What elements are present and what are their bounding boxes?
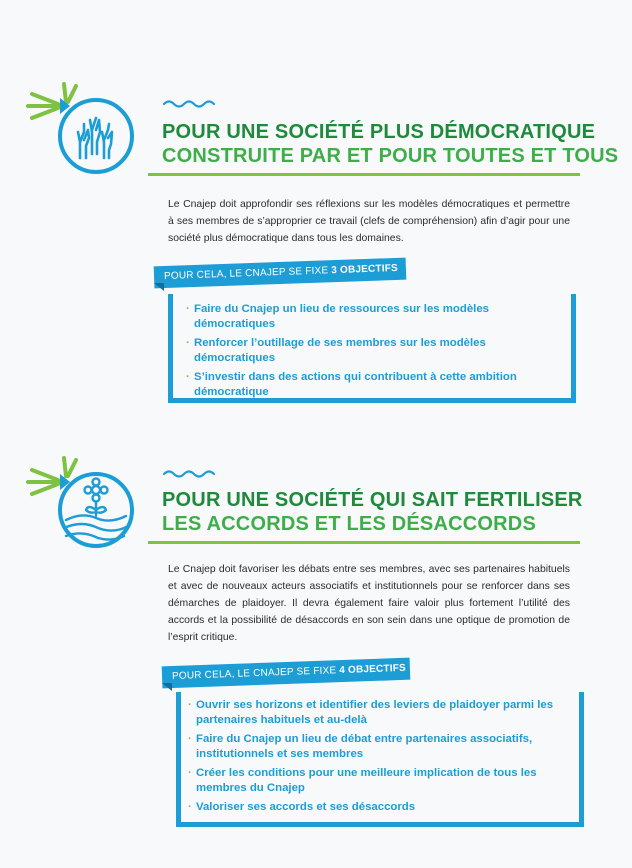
section-fertile-agreements — [0, 434, 632, 868]
list-item: · Faire du Cnajep un lieu de débat entre partenaires associatifs, institutionnels et ses membres — [188, 733, 533, 760]
section-title — [162, 488, 583, 536]
section-intro: Le Cnajep doit favoriser les débats entre ses membres, avec ses partenaires habituels et avec de nouveaux acteurs associatifs et institutionnels pour se renforcer dans ses démarches de plaidoyer. Il devra également faire valoir plus fortement l’utilité des accords et la possibilité de désaccords en son sein dans une optique de promotion de l’esprit critique. — [168, 564, 570, 643]
list-item: · Ouvrir ses horizons et identifier des leviers de plaidoyer parmi les partenaires habituels et au-delà — [188, 699, 554, 726]
section-title — [162, 120, 618, 168]
ribbon-prefix: POUR CELA, LE CNAJEP SE FIXE — [171, 665, 340, 682]
bullet-icon: · — [188, 801, 192, 813]
bullet-icon: · — [188, 767, 192, 779]
list-item: · Renforcer l’outillage de ses membres sur les modèles démocratiques — [186, 337, 486, 364]
title-line-1: POUR UNE SOCIÉTÉ QUI SAIT FERTILISER — [162, 489, 583, 511]
title-underline — [148, 541, 580, 544]
bullet-icon: · — [188, 699, 192, 711]
title-line-2: CONSTRUITE PAR ET POUR TOUTES ET TOUS — [162, 145, 619, 167]
list-item: · Faire du Cnajep un lieu de ressources sur les modèles démocratiques — [186, 303, 489, 330]
wave-decoration-icon — [162, 468, 220, 478]
objectives-list — [186, 302, 546, 404]
objectives-ribbon — [162, 658, 411, 689]
bullet-icon: · — [188, 733, 192, 745]
objectives-ribbon — [154, 258, 407, 289]
section-intro: Le Cnajep doit approfondir ses réflexions sur les modèles démocratiques et permettre à ses membres de s’approprier ce travail (clefs de compréhension) afin d’agir pour une société plus démocratique dans tous les domaines. — [168, 199, 570, 244]
title-underline — [148, 173, 580, 176]
ribbon-fold — [154, 283, 164, 291]
ribbon-prefix: POUR CELA, LE CNAJEP SE FIXE — [163, 265, 332, 283]
list-item: · Créer les conditions pour une meilleure implication de tous les membres du Cnajep — [188, 767, 537, 794]
wave-decoration-icon — [162, 98, 220, 108]
list-item: · Valoriser ses accords et ses désaccords — [188, 801, 416, 813]
objectives-list — [188, 698, 558, 820]
bullet-icon: · — [186, 303, 190, 315]
ribbon-count: 3 OBJECTIFS — [331, 262, 399, 277]
flower-field-icon — [24, 450, 134, 560]
bullet-icon: · — [186, 337, 190, 349]
ribbon-count: 4 OBJECTIFS — [339, 662, 407, 677]
list-item: · S’investir dans des actions qui contribuent à cette ambition démocratique — [186, 371, 517, 398]
title-line-2: LES ACCORDS ET LES DÉSACCORDS — [162, 513, 536, 535]
bullet-icon: · — [186, 371, 190, 383]
ribbon-fold — [162, 683, 172, 691]
raised-hands-icon — [24, 80, 134, 190]
title-line-1: POUR UNE SOCIÉTÉ PLUS DÉMOCRATIQUE — [162, 121, 596, 143]
